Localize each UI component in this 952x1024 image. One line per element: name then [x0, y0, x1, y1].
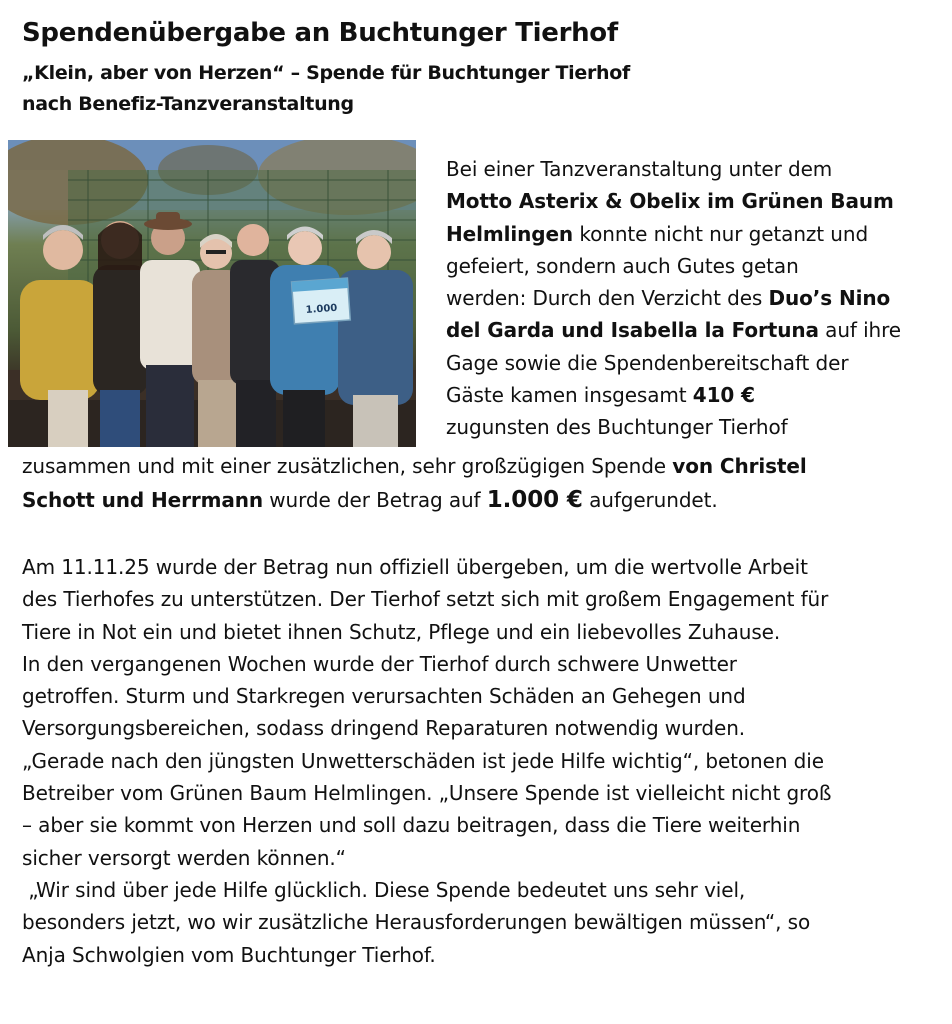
text-line: besonders jetzt, wo wir zusätzliche Herausforderungen bewältigen müssen“, so — [22, 910, 811, 935]
text-line: Helmlingen konnte nicht nur getanzt und — [446, 221, 869, 246]
text-line: getroffen. Sturm und Starkregen verursachten Schäden an Gehegen und — [22, 684, 746, 709]
text-line: sicher versorgt werden können.“ — [22, 845, 346, 870]
text-line: Gäste kamen insgesamt 410 € — [446, 383, 755, 408]
text-line: des Tierhofes zu unterstützen. Der Tierhof setzt sich mit großem Engagement für — [22, 587, 829, 612]
text-line: „Wir sind über jede Hilfe glücklich. Diese Spende bedeutet uns sehr viel, — [22, 877, 746, 902]
text-line: Versorgungsbereichen, sodass dringend Reparaturen notwendig wurden. — [22, 716, 746, 741]
text-line: Bei einer Tanzveranstaltung unter dem — [446, 157, 833, 181]
subheadline-line-2: nach Benefiz-Tanzveranstaltung — [22, 93, 354, 115]
intro-line-wide: zusammen und mit einer zusätzlichen, sehr großzügigen Spende von Christel — [22, 454, 807, 478]
text-line: In den vergangenen Wochen wurde der Tierhof durch schwere Unwetter — [22, 651, 737, 676]
article-subheadline — [22, 58, 630, 120]
text-line: Motto Asterix & Obelix im Grünen Baum — [446, 189, 894, 214]
donation-sign-text: 1.000 — [305, 302, 338, 317]
text-line: Gage sowie die Spendenbereitschaft der — [446, 350, 849, 375]
text-line: del Garda und Isabella la Fortuna auf ihre — [446, 318, 902, 343]
text-line: „Gerade nach den jüngsten Unwetterschäden ist jede Hilfe wichtig“, betonen die — [22, 748, 824, 773]
intro-paragraph — [446, 153, 946, 444]
text-line: Anja Schwolgien vom Buchtunger Tierhof. — [22, 942, 436, 967]
text-line: Am 11.11.25 wurde der Betrag nun offiziell übergeben, um die wertvolle Arbeit — [22, 555, 808, 579]
body-paragraph — [22, 551, 947, 971]
text-line: Tiere in Not ein und bietet ihnen Schutz, Pflege und ein liebevolles Zuhause. — [22, 619, 781, 644]
article-headline: Spendenübergabe an Buchtunger Tierhof — [22, 18, 618, 48]
text-line: werden: Durch den Verzicht des Duo’s Nino — [446, 286, 891, 311]
total-amount: 1.000 € — [486, 487, 583, 513]
intro-line-total: Schott und Herrmann wurde der Betrag auf 1.000 € aufgerundet. — [22, 487, 718, 513]
donation-photo — [8, 140, 416, 447]
subheadline-line-1: „Klein, aber von Herzen“ – Spende für Buchtunger Tierhof — [22, 62, 630, 84]
text-line: zugunsten des Buchtunger Tierhof — [446, 415, 788, 440]
text-line: Betreiber vom Grünen Baum Helmlingen. „Unsere Spende ist vielleicht nicht groß — [22, 781, 832, 806]
text-line: gefeiert, sondern auch Gutes getan — [446, 253, 799, 278]
text-line: – aber sie kommt von Herzen und soll dazu beitragen, dass die Tiere weiterhin — [22, 813, 801, 838]
